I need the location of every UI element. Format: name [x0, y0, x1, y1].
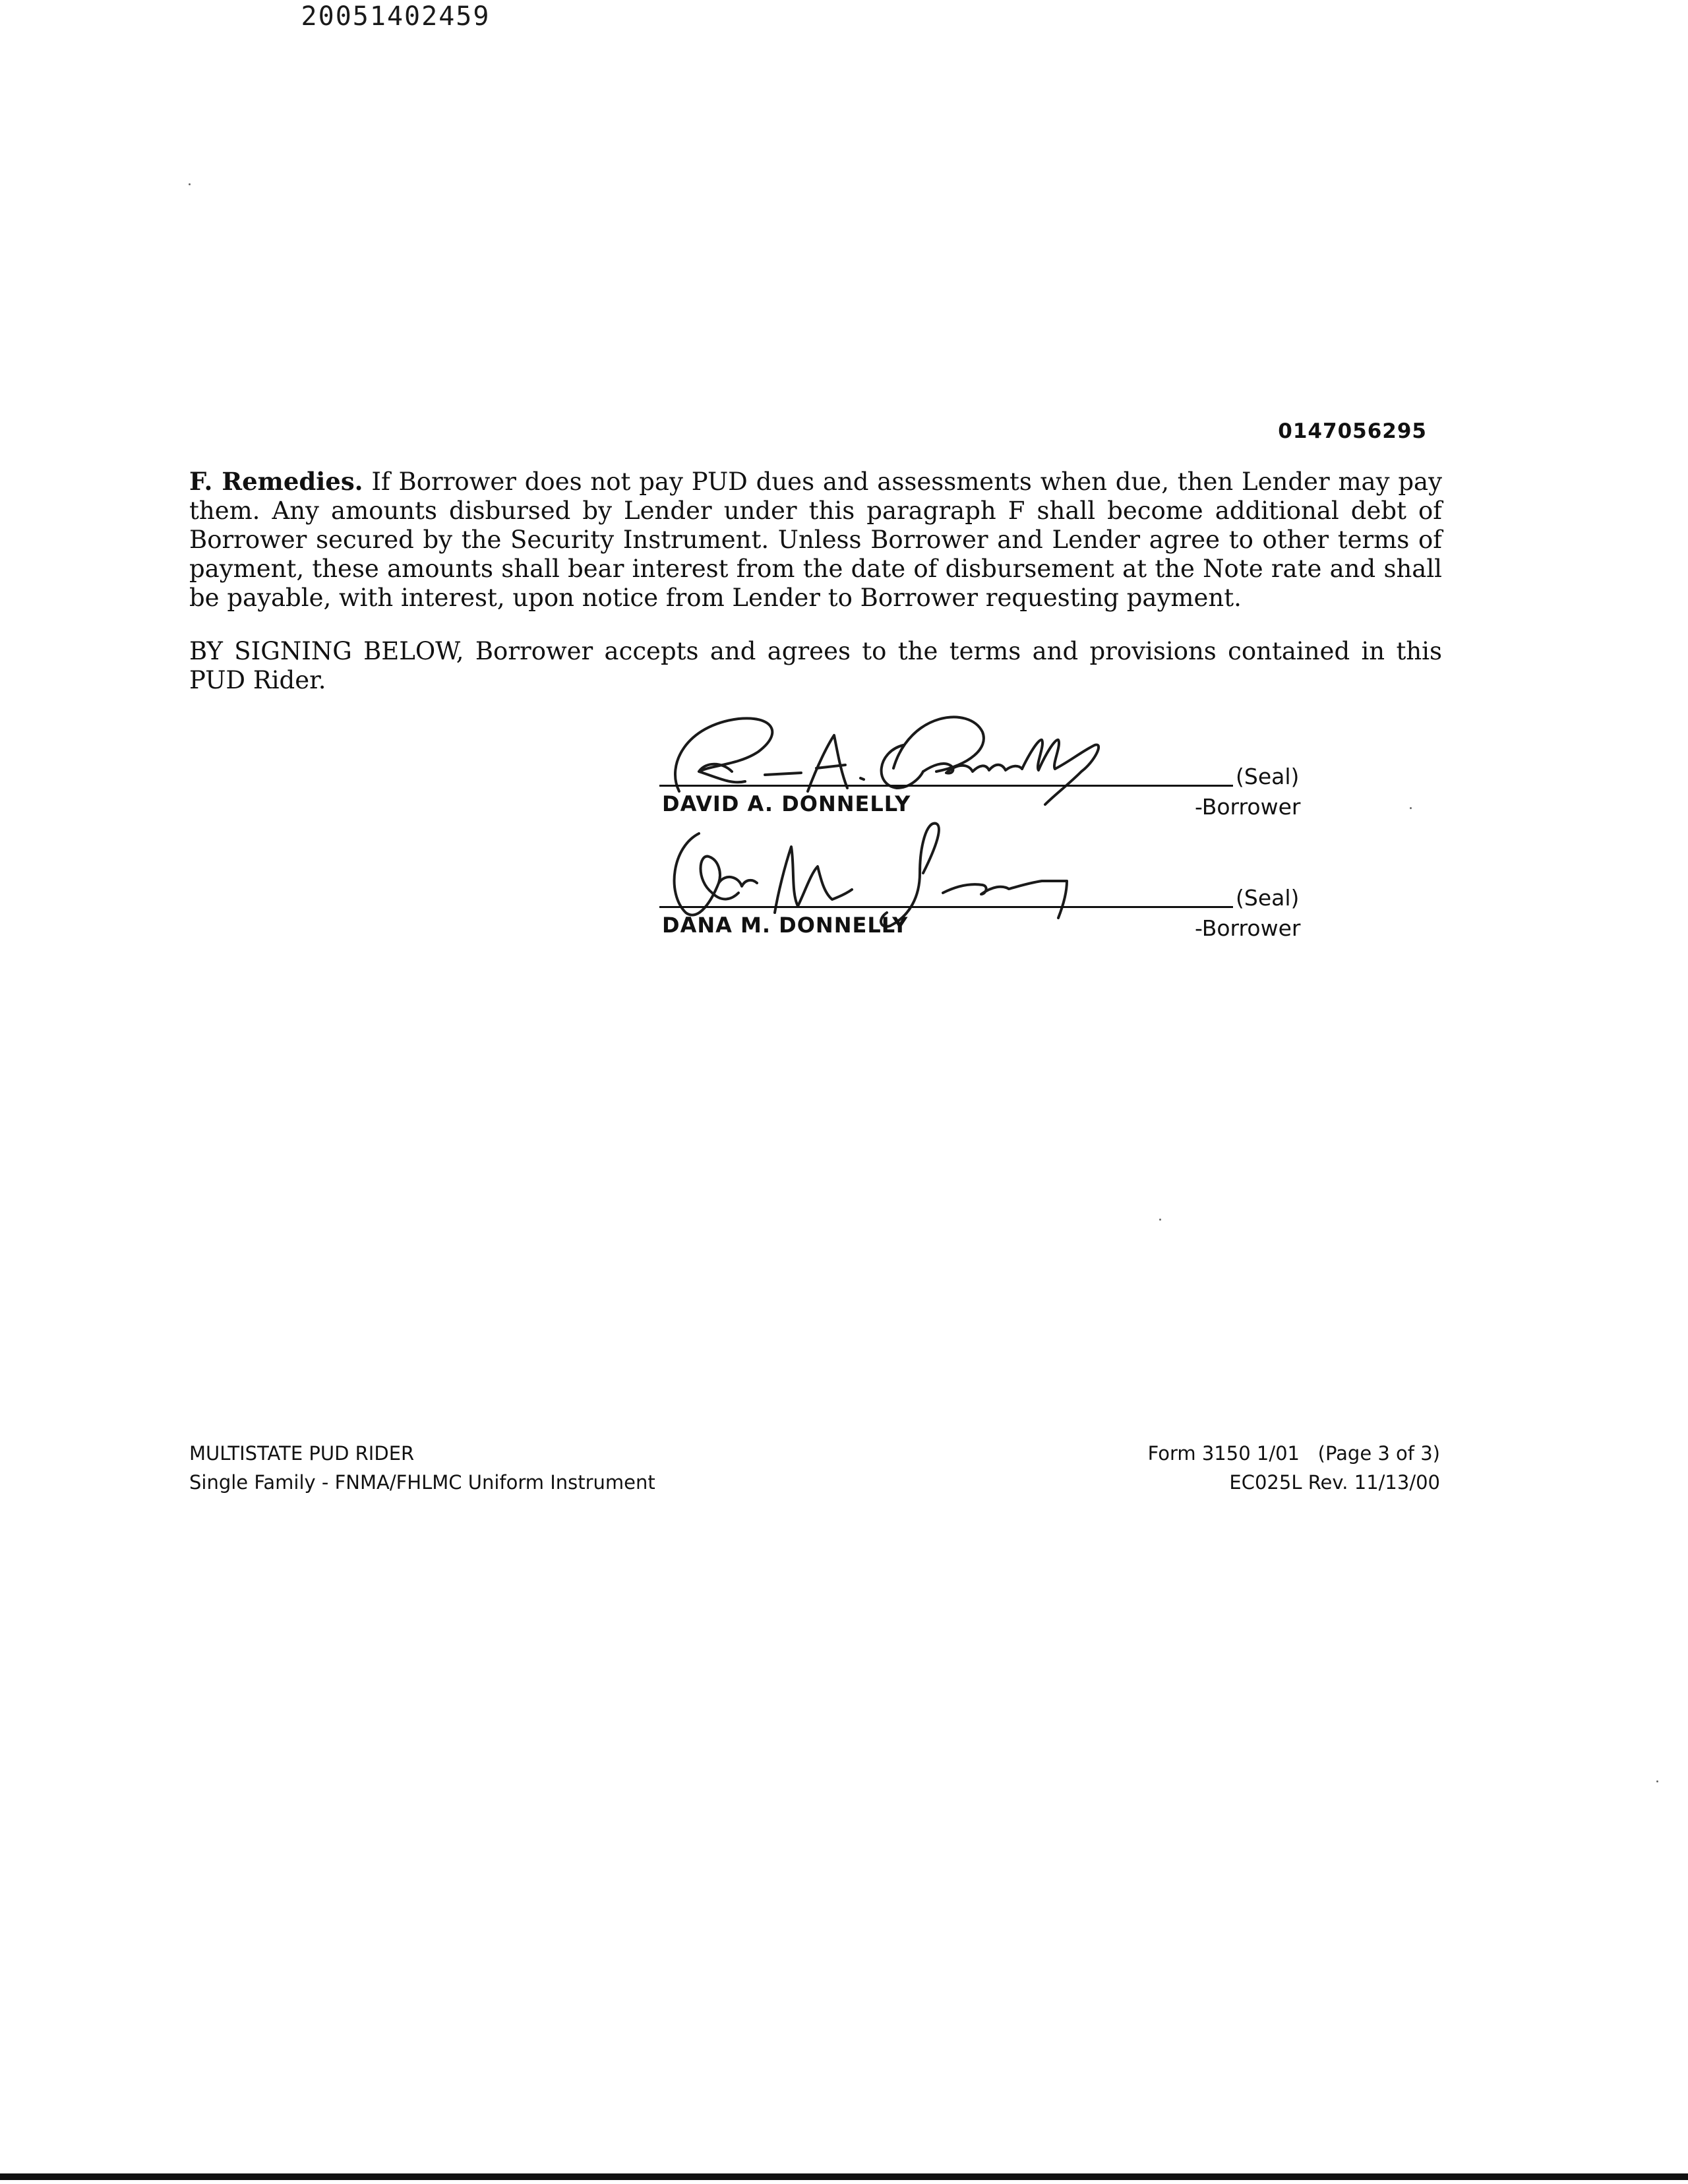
seal-label: (Seal) — [1236, 885, 1300, 911]
recording-number: 20051402459 — [301, 1, 491, 32]
remedies-text: If Borrower does not pay PUD dues and assessments when due, then Lender may pay them. Any amounts disbursed by Lender under this paragraph F shall become additional debt of Borrower secured by the Security Instrument. Unless Borrower and Lender agree to other terms of payment, these amounts shall bear interest from the date of disbursement at the Note rate and shall be payable, with interest, upon notice from Lender to Borrower requesting payment. — [189, 468, 1442, 612]
scan-speck — [1159, 1219, 1161, 1221]
signing-statement: BY SIGNING BELOW, Borrower accepts and agrees to the terms and provisions contained in this PUD Rider. — [189, 637, 1442, 694]
scan-bottom-edge — [0, 2173, 1688, 2180]
signer-role: -Borrower — [1195, 915, 1301, 941]
scan-speck — [1410, 807, 1412, 809]
signature-line — [659, 906, 1233, 908]
loan-number: 0147056295 — [1278, 419, 1427, 443]
remedies-heading: F. Remedies. — [189, 467, 363, 496]
form-revision: EC025L Rev. 11/13/00 — [1229, 1471, 1440, 1494]
signer-name: DANA M. DONNELLY — [662, 913, 909, 938]
footer-left — [189, 1439, 655, 1497]
form-number: Form 3150 1/01 (Page 3 of 3) — [1147, 1442, 1440, 1465]
signer-name: DAVID A. DONNELLY — [662, 791, 911, 816]
scan-speck — [1656, 1780, 1658, 1782]
footer-right — [1148, 1439, 1440, 1497]
remedies-paragraph — [189, 467, 1442, 613]
seal-label: (Seal) — [1236, 764, 1300, 789]
signature-line — [659, 785, 1233, 787]
form-title: MULTISTATE PUD RIDER — [189, 1442, 415, 1465]
form-subtitle: Single Family - FNMA/FHLMC Uniform Instrument — [189, 1471, 655, 1494]
signer-role: -Borrower — [1195, 794, 1301, 820]
scan-speck — [189, 183, 191, 185]
